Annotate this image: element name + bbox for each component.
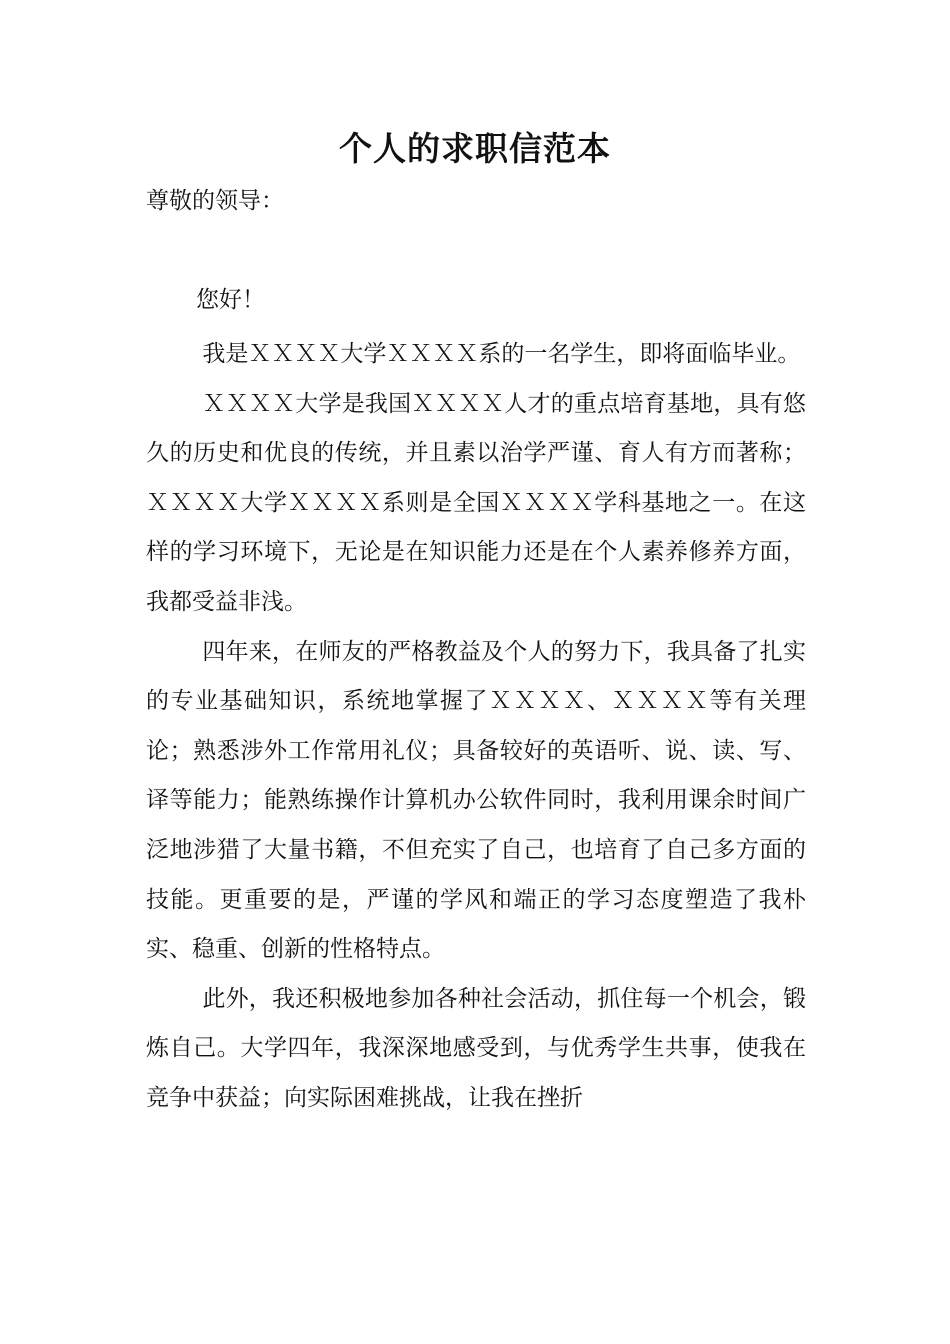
paragraph-introduction: 我是ＸＸＸＸ大学ＸＸＸＸ系的一名学生，即将面临毕业。 (202, 341, 801, 367)
paragraph-activities: 此外，我还积极地参加各种社会活动，抓住每一个机会，锻炼自己。大学四年，我深深地感受到，与优秀学生共事，使我在竞争中获益；向实际困难挑战，让我在挫折 (146, 985, 806, 1111)
paragraph-skills: 四年来，在师友的严格教益及个人的努力下，我具备了扎实的专业基础知识，系统地掌握了ＸＸＸＸ、ＸＸＸＸ等有关理论；熟悉涉外工作常用礼仪；具备较好的英语听、说、读、写、译等能力；能熟练操作计算机办公软件同时，我利用课余时间广泛地涉猎了大量书籍，不但充实了自己，也培育了自己多方面的技能。更重要的是，严谨的学风和端正的学习态度塑造了我朴实、稳重、创新的性格特点。 (146, 638, 806, 963)
greeting: 您好！ (196, 287, 265, 313)
letter-body (146, 330, 806, 1124)
salutation: 尊敬的领导： (146, 188, 284, 214)
paragraph-university: ＸＸＸＸ大学是我国ＸＸＸＸ人才的重点培育基地，具有悠久的历史和优良的传统，并且素以治学严谨、育人有方而著称；ＸＸＸＸ大学ＸＸＸＸ系则是全国ＸＸＸＸ学科基地之一。在这样的学习环境下，无论是在知识能力还是在个人素养修养方面，我都受益非浅。 (146, 390, 806, 615)
document-title: 个人的求职信范本 (339, 129, 611, 168)
